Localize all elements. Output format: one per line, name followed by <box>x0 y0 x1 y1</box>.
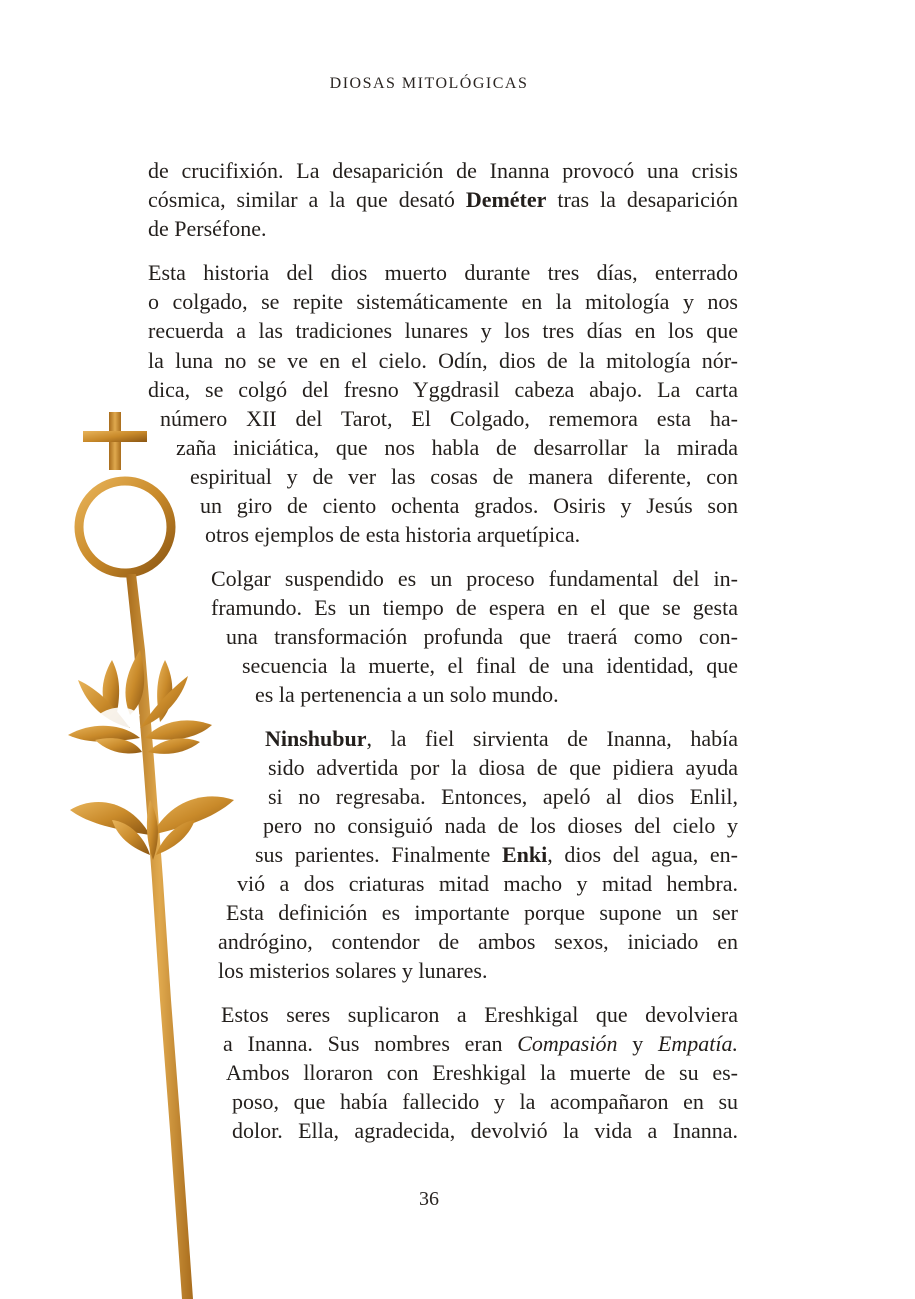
golden-staff-venus-lotus-icon <box>0 0 330 1299</box>
name-compasion: Compasión <box>517 1031 618 1056</box>
text-line: Colgar suspendido es un proceso fundamental del in- <box>211 566 738 591</box>
name-empatia: Empatía. <box>657 1031 738 1056</box>
text-line: es la pertenencia a un solo mundo. <box>255 682 559 707</box>
character-name-ninshubur: Ninshubur <box>265 726 367 751</box>
deity-name-demeter: Deméter <box>465 187 547 212</box>
text-line: un giro de ciento ochenta grados. Osiris y Jesús son <box>200 493 738 518</box>
text-line: Esta historia del dios muerto durante tres días, enterrado <box>148 260 738 285</box>
text-line: si no regresaba. Entonces, apeló al dios Enlil, <box>268 784 738 809</box>
text-line: zaña iniciática, que nos habla de desarrollar la mirada <box>176 435 738 460</box>
text-line: de crucifixión. La desaparición de Inanna provocó una crisis <box>148 158 738 183</box>
text-line: la luna no se ve en el cielo. Odín, dios de la mitología nór- <box>148 348 738 373</box>
text-line: andrógino, contendor de ambos sexos, iniciado en <box>218 929 738 954</box>
text-line: Esta definición es importante porque supone un ser <box>226 900 738 925</box>
venus-ring <box>79 481 171 573</box>
text-line: otros ejemplos de esta historia arquetípica. <box>205 522 581 547</box>
text-line: dolor. Ella, agradecida, devolvió la vida a Inanna. <box>232 1118 738 1143</box>
page-number: 36 <box>419 1188 439 1210</box>
text-line: dica, se colgó del fresno Yggdrasil cabeza abajo. La carta <box>148 377 738 402</box>
text-line: Estos seres suplicaron a Ereshkigal que devolviera <box>221 1002 738 1027</box>
text-line: espiritual y de ver las cosas de manera diferente, con <box>190 464 738 489</box>
text-line: recuerda a las tradiciones lunares y los tres días en los que <box>148 318 738 343</box>
text-line: una transformación profunda que traerá como con- <box>226 624 738 649</box>
text-line: sus parientes. Finalmente Enki, dios del agua, en- <box>255 842 739 867</box>
cross-bar <box>83 431 147 442</box>
deity-name-enki: Enki <box>501 842 548 867</box>
running-head: DIOSAS MITOLÓGICAS <box>329 75 529 92</box>
text-line: de Perséfone. <box>148 216 267 241</box>
text-line: secuencia la muerte, el final de una identidad, que <box>242 653 738 678</box>
text-line: sido advertida por la diosa de que pidiera ayuda <box>268 755 738 780</box>
lotus-leaves <box>70 796 234 860</box>
text-line: poso, que había fallecido y la acompañaron en su <box>232 1089 738 1114</box>
text-line: framundo. Es un tiempo de espera en el que se gesta <box>211 595 738 620</box>
text-line: número XII del Tarot, El Colgado, rememora esta ha- <box>160 406 738 431</box>
text-line: o colgado, se repite sistemáticamente en la mitología y nos <box>148 289 738 314</box>
text-line: Ninshubur, la fiel sirvienta de Inanna, había <box>265 726 738 751</box>
text-line: vió a dos criaturas mitad macho y mitad hembra. <box>237 871 738 896</box>
text-line: pero no consiguió nada de los dioses del cielo y <box>263 813 738 838</box>
text-line: cósmica, similar a la que desató Deméter tras la desaparición <box>148 187 738 212</box>
text-line: a Inanna. Sus nombres eran Compasión y Empatía. <box>223 1031 738 1056</box>
text-line: los misterios solares y lunares. <box>218 958 488 983</box>
text-line: Ambos lloraron con Ereshkigal la muerte de su es- <box>226 1060 738 1085</box>
